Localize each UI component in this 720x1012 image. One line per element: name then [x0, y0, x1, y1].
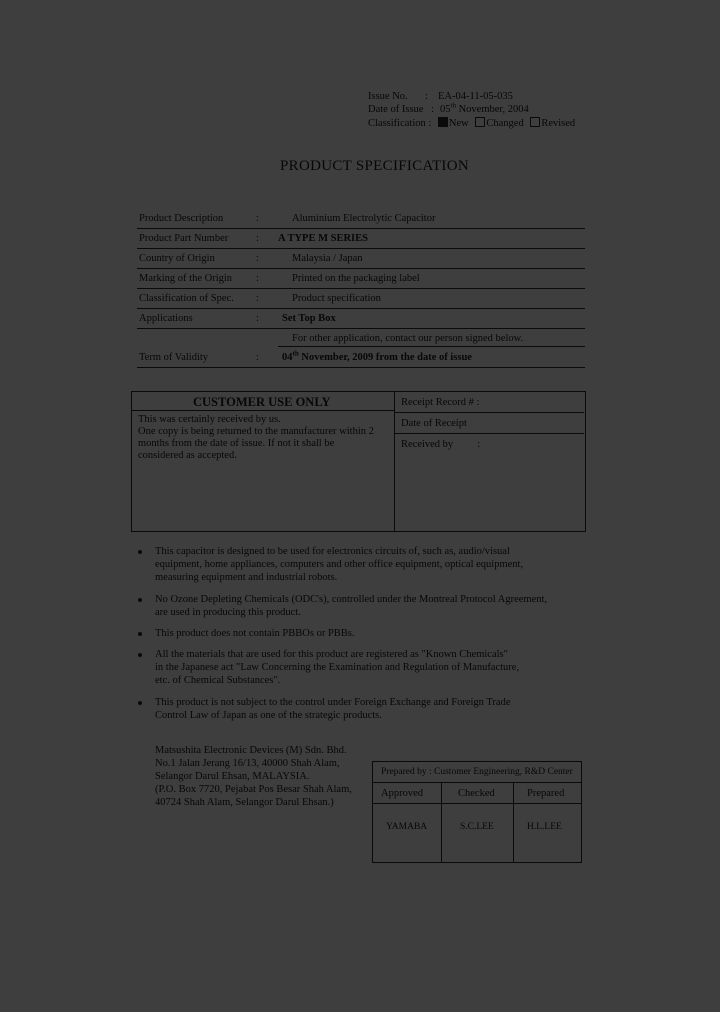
customer-statement — [138, 414, 374, 462]
note-bullet — [138, 632, 142, 636]
spec-row-divider — [137, 248, 585, 249]
spec-colon: : — [256, 233, 259, 244]
spec-value-other-application: For other application, contact our person signed below. — [292, 333, 524, 344]
spec-row-divider — [137, 228, 585, 229]
changed-option-label: Changed — [486, 118, 524, 129]
spec-row-divider — [137, 288, 585, 289]
date-of-issue-label: Date of Issue — [368, 104, 424, 115]
issue-no-label: Issue No. — [368, 91, 408, 102]
note-3: This product does not contain PBBOs or PBBs. — [155, 628, 355, 639]
spec-label-part-number: Product Part Number — [139, 233, 229, 244]
approval-divider — [372, 782, 581, 783]
spec-value-part-number: A TYPE M SERIES — [278, 233, 368, 244]
checked-signature: S.C.LEE — [460, 822, 494, 832]
spec-label-term-of-validity: Term of Validity — [139, 352, 209, 363]
prepared-by-label: Prepared by : Customer Engineering, R&D Center — [381, 767, 573, 777]
customer-use-title: CUSTOMER USE ONLY — [193, 395, 331, 409]
spec-value-term-of-validity: 04th November, 2009 from the date of issue — [282, 349, 472, 363]
spec-colon: : — [256, 213, 259, 224]
spec-label-country-of-origin: Country of Origin — [139, 253, 215, 264]
approved-signature: YAMABA — [386, 822, 428, 832]
address-line: Selangor Darul Ehsan, MALAYSIA. — [155, 771, 310, 782]
prepared-signature: H.L.LEE — [527, 822, 562, 832]
approval-col-divider — [441, 782, 442, 862]
note-bullet — [138, 701, 142, 705]
issue-no-value: EA-04-11-05-035 — [438, 91, 513, 102]
approval-col-divider — [513, 782, 514, 862]
spec-colon: : — [256, 313, 259, 324]
customer-line: considered as accepted. — [138, 450, 237, 461]
address-line: (P.O. Box 7720, Pejabat Pos Besar Shah Alam, — [155, 784, 352, 795]
note-bullet — [138, 598, 142, 602]
page-title: PRODUCT SPECIFICATION — [280, 158, 469, 174]
spec-value-marking-of-origin: Printed on the packaging label — [292, 273, 420, 284]
spec-label-marking-of-origin: Marking of the Origin — [139, 273, 233, 284]
issue-no-colon: : — [425, 91, 428, 102]
note-bullet — [138, 653, 142, 657]
revised-checkbox[interactable] — [530, 117, 540, 127]
note-bullet — [138, 550, 142, 554]
checked-header: Checked — [458, 788, 495, 799]
spec-row-divider — [137, 308, 585, 309]
spec-row-divider — [278, 346, 585, 347]
customer-line: months from the date of issue. If not it shall be — [138, 438, 335, 449]
received-by-label: Received by : — [401, 439, 481, 450]
address-line: Matsushita Electronic Devices (M) Sdn. Bhd. — [155, 745, 347, 756]
spec-value-applications: Set Top Box — [282, 313, 336, 324]
spec-label-applications: Applications — [139, 313, 193, 324]
spec-value-product-description: Aluminium Electrolytic Capacitor — [292, 213, 436, 224]
date-of-issue-colon: : — [431, 104, 434, 115]
spec-row-divider — [137, 268, 585, 269]
date-of-receipt-underline — [394, 433, 584, 434]
changed-checkbox[interactable] — [475, 117, 485, 127]
note-4: All the materials that are used for this product are registered as "Known Chemicals" in the Japanese act "Law Concerning the Examination and Regulation of Manufacture, etc. of Chemical Substances". — [155, 649, 520, 686]
new-checkbox[interactable] — [438, 117, 448, 127]
spec-value-country-of-origin: Malaysia / Japan — [292, 253, 363, 264]
prepared-header: Prepared — [527, 788, 565, 799]
spec-label-classification-of-spec: Classification of Spec. — [139, 293, 234, 304]
spec-value-classification-of-spec: Product specification — [292, 293, 381, 304]
approval-divider — [372, 803, 581, 804]
company-address — [155, 744, 352, 809]
spec-colon: : — [256, 253, 259, 264]
spec-row-divider — [137, 367, 585, 368]
date-of-receipt-label: Date of Receipt — [401, 418, 467, 429]
classification-label: Classification : — [368, 118, 432, 129]
classification-row — [368, 117, 575, 130]
new-option-label: New — [448, 118, 469, 129]
spec-label-product-description: Product Description — [139, 213, 224, 224]
customer-line: One copy is being returned to the manufacturer within 2 — [138, 426, 374, 437]
spec-row-divider — [137, 328, 585, 329]
receipt-record-label: Receipt Record # : — [401, 397, 480, 408]
note-2: No Ozone Depleting Chemicals (ODC's), controlled under the Montreal Protocol Agreement, are used in producing this product. — [155, 594, 548, 618]
revised-option-label: Revised — [541, 118, 576, 129]
spec-colon: : — [256, 273, 259, 284]
date-of-issue-value: 05th November, 2004 — [440, 101, 529, 115]
customer-header-underline — [131, 410, 394, 411]
spec-colon: : — [256, 352, 259, 363]
receipt-record-underline — [394, 412, 584, 413]
address-line: No.1 Jalan Jerang 16/13, 40000 Shah Alam, — [155, 758, 340, 769]
spec-colon: : — [256, 293, 259, 304]
address-line: 40724 Shah Alam, Selangor Darul Ehsan.) — [155, 797, 334, 808]
customer-line: This was certainly received by us. — [138, 414, 281, 425]
approved-header: Approved — [381, 788, 423, 799]
note-5: This product is not subject to the control under Foreign Exchange and Foreign Trade Control Law of Japan as one of the strategic products. — [155, 697, 511, 721]
note-1: This capacitor is designed to be used for electronics circuits of, such as, audio/visual equipment, home appliances, computers and other office equipment, optical equipment, measuring equipment and industrial robots. — [155, 546, 524, 583]
